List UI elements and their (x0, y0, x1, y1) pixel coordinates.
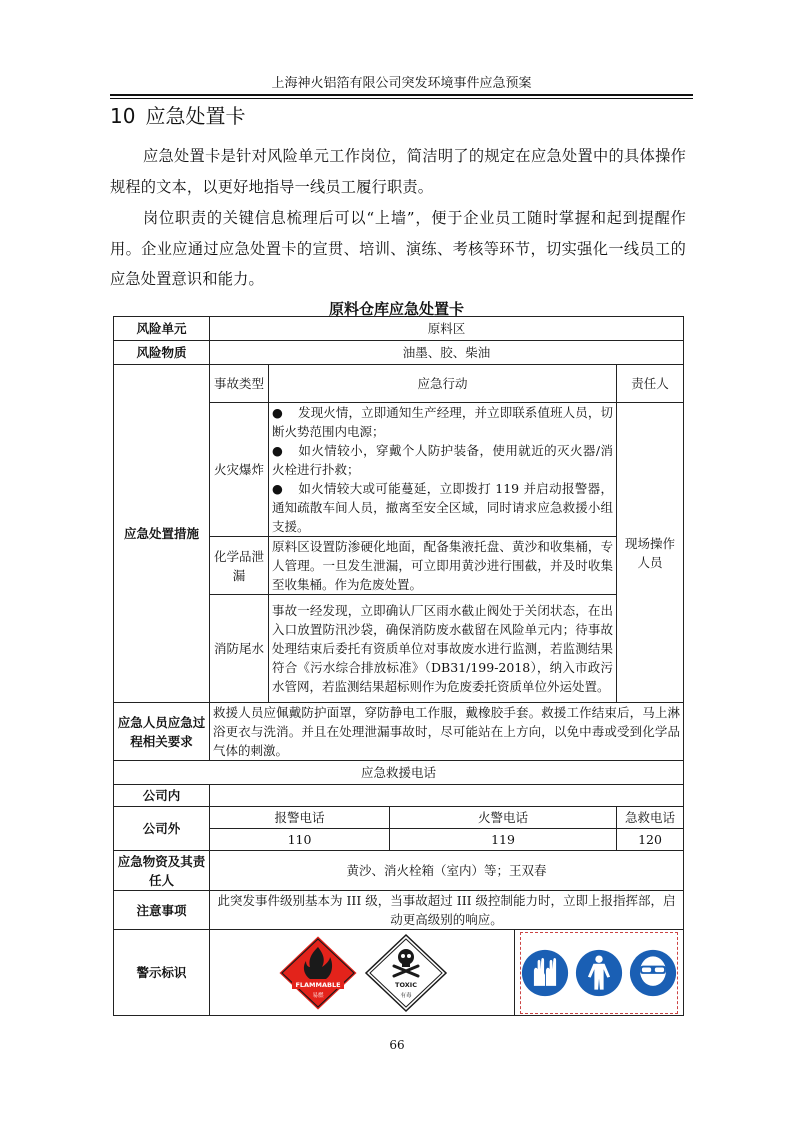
notes-value: 此突发事件级别基本为 III 级，当事故超过 III 级控制能力时，立即上报指挥部，启动更高级别的响应。 (210, 891, 684, 930)
bullet-dot-icon: ● (272, 481, 283, 496)
flammable-sign-cn: 易燃 (312, 992, 324, 999)
hazard-signs-cell (210, 930, 515, 1016)
phone-header: 应急救援电话 (114, 761, 684, 785)
accident-type-fire: 火灾爆炸 (210, 403, 269, 537)
phone-number-ambulance: 120 (617, 829, 684, 851)
accident-type-chemical: 化学品泄漏 (210, 537, 269, 595)
measures-label: 应急处置措施 (114, 365, 210, 703)
document-header: 上海神火铝箔有限公司突发环境事件应急预案 (271, 76, 532, 91)
flammable-sign-text: FLAMMABLE (295, 980, 341, 989)
phone-label-police: 报警电话 (210, 807, 390, 829)
emergency-card-table (113, 316, 684, 1016)
col-responsible: 责任人 (617, 365, 684, 403)
fire-bullet-2-text: 如火情较小，穿戴个人防护装备，使用就近的灭火器/消火栓进行扑救； (272, 443, 613, 477)
bullet-dot-icon: ● (272, 443, 283, 458)
bullet-dot-icon: ● (272, 405, 283, 420)
paragraph-1: 应急处置卡是针对风险单元工作岗位，简洁明了的规定在应急处置中的具体操作规程的文本，以更好地指导一线员工履行职责。 (110, 147, 686, 196)
flammable-sign-icon (276, 933, 360, 1013)
phone-number-police: 110 (210, 829, 390, 851)
fire-bullet-1 (272, 403, 613, 441)
fire-bullet-3 (272, 479, 613, 536)
mandatory-signs-cell (515, 930, 684, 1016)
toxic-sign-icon (364, 933, 448, 1013)
section-number: 10 (110, 104, 136, 128)
col-action: 应急行动 (269, 365, 617, 403)
risk-unit-label: 风险单元 (114, 317, 210, 341)
protective-suit-icon (575, 947, 623, 999)
phone-number-fire: 119 (390, 829, 617, 851)
chemical-actions: 原料区设置防渗硬化地面，配备集液托盘、黄沙和收集桶，专人管理。一旦发生泄漏，可立即用黄沙进行围截，并及时收集至收集桶。作为危废处置。 (269, 537, 617, 595)
firewater-actions: 事故一经发现，立即确认厂区雨水截止阀处于关闭状态，在出入口放置防汛沙袋，确保消防废水截留在风险单元内；待事故处理结束后委托有资质单位对事故废水进行监测，若监测结果符合《污水综合排放标准》（DB31/199-2018），纳入市政污水管网，若监测结果超标则作为危废委托资质单位外运处置。 (269, 595, 617, 703)
fire-actions (269, 403, 617, 537)
section-title (110, 102, 255, 130)
company-outside-label: 公司外 (114, 807, 210, 851)
risk-unit-value: 原料区 (210, 317, 684, 341)
section-title-text: 应急处置卡 (145, 104, 246, 128)
risk-material-value: 油墨、胶、柴油 (210, 341, 684, 365)
company-inside-value (210, 785, 684, 807)
phone-label-fire: 火警电话 (390, 807, 617, 829)
warning-label: 警示标识 (114, 930, 210, 1016)
toxic-sign-cn: 有毒 (400, 992, 412, 999)
gloves-icon (521, 947, 569, 999)
personnel-label: 应急人员应急过程相关要求 (114, 703, 210, 761)
fire-bullet-2 (272, 441, 613, 479)
materials-label: 应急物资及其责任人 (114, 851, 210, 891)
fire-bullet-1-text: 发现火情，立即通知生产经理，并立即联系值班人员，切断火势范围内电源； (272, 405, 613, 439)
card-title: 原料仓库应急处置卡 (328, 300, 464, 318)
responsible-value: 现场操作人员 (617, 403, 684, 703)
fire-bullet-3-text: 如火情较大或可能蔓延，立即拨打 119 并启动报警器，通知疏散车间人员，撤离至安全区域，同时请求应急救援小组支援。 (272, 481, 613, 534)
page-number: 66 (389, 1038, 405, 1052)
toxic-sign-text: TOXIC (395, 980, 417, 989)
phone-label-ambulance: 急救电话 (617, 807, 684, 829)
materials-value: 黄沙、消火栓箱（室内）等；王双春 (210, 851, 684, 891)
personnel-text: 救援人员应佩戴防护面罩，穿防静电工作服，戴橡胶手套。救援工作结束后，马上淋浴更衣与洗消。并且在处理泄漏事故时，尽可能站在上方向，以免中毒或受到化学品气体的刺激。 (210, 703, 684, 761)
company-inside-label: 公司内 (114, 785, 210, 807)
goggles-icon (629, 947, 677, 999)
accident-type-firewater: 消防尾水 (210, 595, 269, 703)
header-rule (110, 94, 693, 99)
risk-material-label: 风险物质 (114, 341, 210, 365)
col-accident-type: 事故类型 (210, 365, 269, 403)
paragraph-2: 岗位职责的关键信息梳理后可以“上墙”，便于企业员工随时掌握和起到提醒作用。企业应通过应急处置卡的宣贯、培训、演练、考核等环节，切实强化一线员工的应急处置意识和能力。 (110, 209, 686, 288)
notes-label: 注意事项 (114, 891, 210, 930)
